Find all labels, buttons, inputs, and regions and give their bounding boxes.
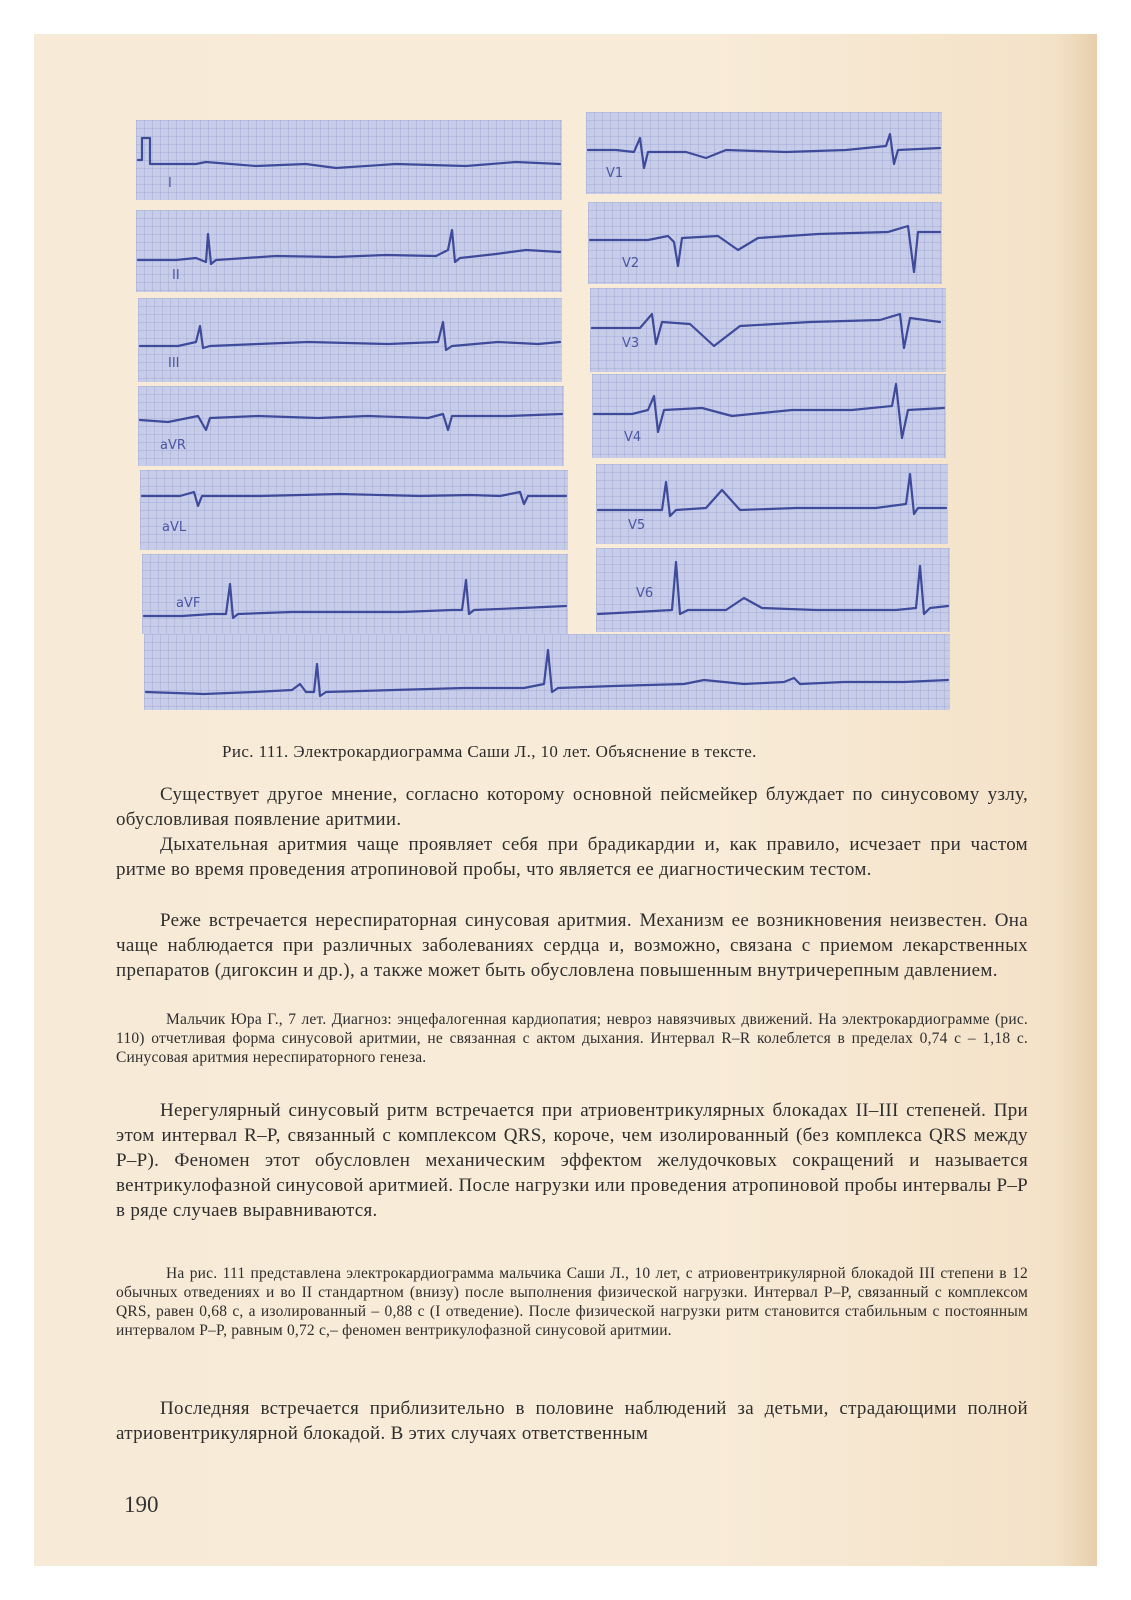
ecg-trace	[144, 634, 950, 710]
lead-label-aVR: aVR	[160, 438, 186, 453]
lead-label-I: I	[168, 176, 172, 191]
lead-label-V4: V4	[624, 430, 642, 445]
ecg-trace	[136, 210, 562, 292]
ecg-strip-lead-aVF	[142, 554, 568, 634]
ecg-trace	[142, 554, 568, 634]
ecg-strip-lead-III	[138, 298, 562, 382]
case-note-2: На рис. 111 представлена электрокардиограмма мальчика Саши Л., 10 лет, с атриовентрикулярной блокадой III степени в 12 обычных отведениях и во II стандартном (внизу) после выполнения физической нагрузки. Интервал P–P, связанный с комплексом QRS, равен 0,68 с, а изолированный – 0,88 с (I отведение). После физической нагрузки ритм становится стабильным с постоянным интервалом P–P, равным 0,72 с,– феномен вентрикулофазной синусовой аритмии.	[116, 1265, 1028, 1339]
lead-label-V6: V6	[636, 586, 654, 601]
ecg-strip-lead-V6	[596, 548, 950, 632]
paragraph-3: Реже встречается нереспираторная синусовая аритмия. Механизм ее возникновения неизвестен. Она чаще наблюдается при различных заболеваниях сердца и, возможно, связана с приемом лекарственных препаратов (дигоксин и др.), а также может быть обусловлена повышенным внутричерепным давлением.	[116, 910, 1028, 981]
paragraph-1: Существует другое мнение, согласно которому основной пейсмейкер блуждает по синусовому узлу, обусловливая появление аритмии.	[116, 784, 1028, 830]
lead-label-V3: V3	[622, 336, 640, 351]
ecg-strip-lead-I	[136, 120, 562, 200]
ecg-trace	[136, 120, 562, 200]
lead-label-aVL: aVL	[162, 520, 187, 535]
ecg-strip-lead-V2	[588, 202, 942, 284]
ecg-strip-lead-II	[136, 210, 562, 292]
page-number: 190	[124, 1492, 159, 1517]
ecg-rhythm-strip-lead-II	[144, 634, 950, 710]
paragraph-2: Дыхательная аритмия чаще проявляет себя при брадикардии и, как правило, исчезает при частом ритме во время проведения атропиновой пробы, что является ее диагностическим тестом.	[116, 834, 1028, 880]
lead-label-II: II	[172, 268, 180, 283]
lead-label-V1: V1	[606, 166, 624, 181]
paragraph-5: Последняя встречается приблизительно в половине наблюдений за детьми, страдающими полной атриовентрикулярной блокадой. В этих случаях ответственным	[116, 1398, 1028, 1444]
lead-label-V5: V5	[628, 518, 646, 533]
ecg-strip-lead-V4	[592, 374, 946, 458]
lead-label-aVF: aVF	[176, 596, 201, 611]
ecg-trace	[138, 386, 564, 466]
ecg-trace	[588, 202, 942, 284]
ecg-trace	[586, 112, 942, 194]
ecg-trace	[590, 288, 946, 372]
ecg-strip-lead-aVR	[138, 386, 564, 466]
ecg-strip-lead-aVL	[140, 470, 568, 550]
ecg-trace	[596, 464, 948, 544]
lead-label-III: III	[168, 356, 180, 371]
book-page	[34, 34, 1097, 1566]
ecg-trace	[592, 374, 946, 458]
lead-label-V2: V2	[622, 256, 640, 271]
ecg-strip-lead-V1	[586, 112, 942, 194]
ecg-trace	[140, 470, 568, 550]
ecg-trace	[138, 298, 562, 382]
ecg-strip-lead-V5	[596, 464, 948, 544]
paragraph-4: Нерегулярный синусовый ритм встречается при атриовентрикулярных блокадах II–III степеней. При этом интервал R–P, связанный с комплексом QRS, короче, чем изолированный (без комплекса QRS между P–P). Феномен этот обусловлен механическим эффектом желудочковых сокращений и называется вентрикулофазной синусовой аритмией. После нагрузки или проведения атропиновой пробы интервалы P–P в ряде случаев выравниваются.	[116, 1100, 1028, 1221]
figure-caption: Рис. 111. Электрокардиограмма Саши Л., 10 лет. Объяснение в тексте.	[222, 742, 757, 761]
ecg-strip-lead-V3	[590, 288, 946, 372]
case-note-1: Мальчик Юра Г., 7 лет. Диагноз: энцефалогенная кардиопатия; невроз навязчивых движений. На электрокардиограмме (рис. 110) отчетливая форма синусовой аритмии, не связанная с актом дыхания. Интервал R–R колеблется в пределах 0,74 с – 1,18 с. Синусовая аритмия нереспираторного генеза.	[116, 1011, 1028, 1066]
